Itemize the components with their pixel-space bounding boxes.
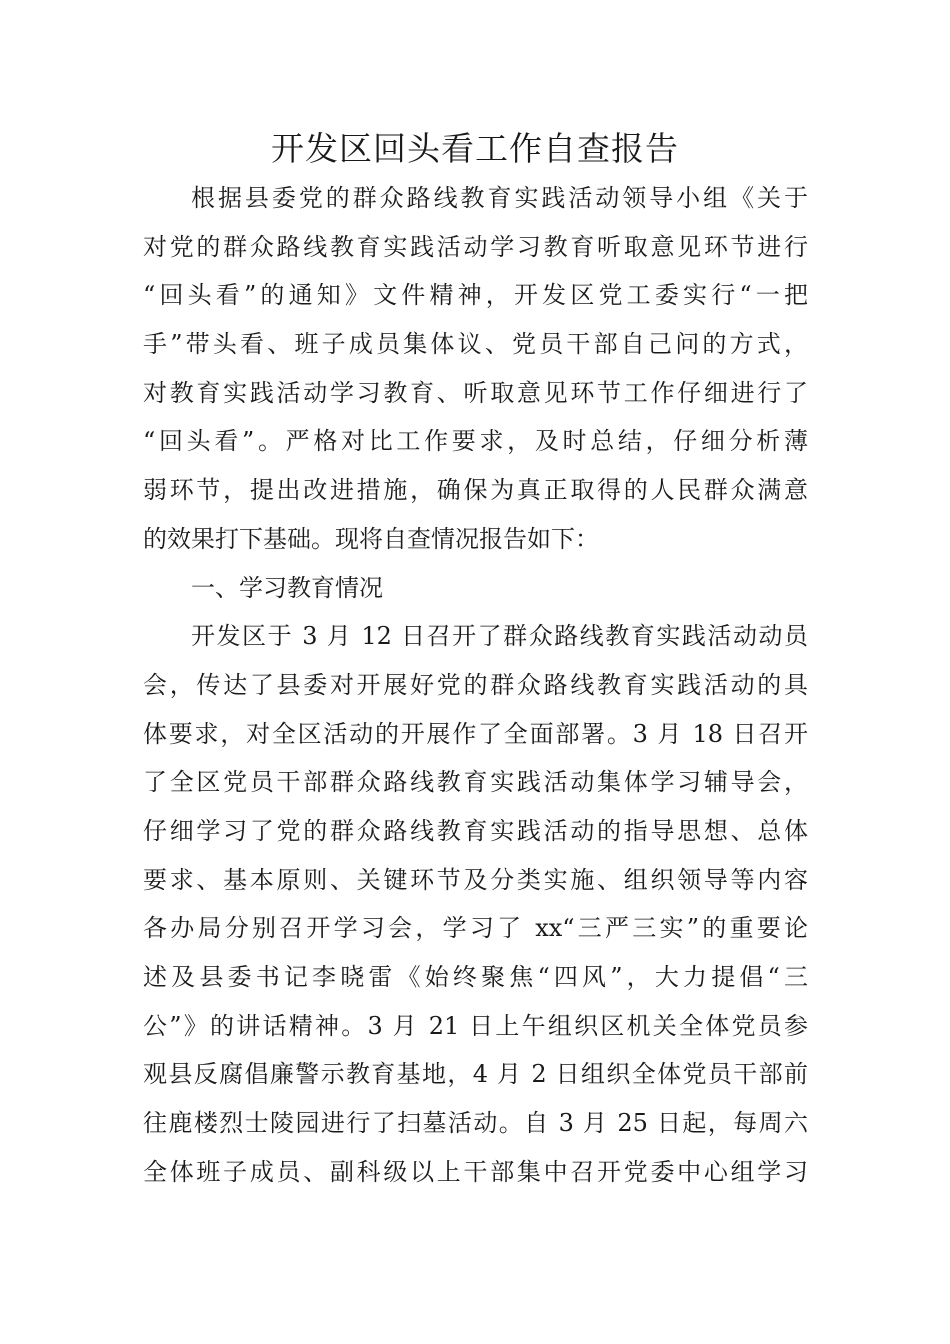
body-line: 往鹿楼烈士陵园进行了扫墓活动。自 3 月 25 日起，每周六 — [143, 1109, 808, 1138]
body-line: 观县反腐倡廉警示教育基地，4 月 2 日组织全体党员干部前 — [143, 1060, 808, 1089]
body-line: “回头看”的通知》文件精神，开发区党工委实行“一把 — [143, 281, 808, 310]
body-line: 了全区党员干部群众路线教育实践活动集体学习辅导会， — [143, 768, 808, 797]
body-line: 公”》的讲话精神。3 月 21 日上午组织区机关全体党员参 — [143, 1011, 808, 1040]
body-line: 述及县委书记李晓雷《始终聚焦“四风”，大力提倡“三 — [143, 963, 808, 991]
document-title: 开发区回头看工作自查报告 — [271, 129, 679, 168]
body-line: 根据县委党的群众路线教育实践活动领导小组《关于 — [191, 184, 808, 212]
document-body — [143, 174, 808, 1196]
body-line: 一、学习教育情况 — [191, 573, 383, 602]
body-line: 全体班子成员、副科级以上干部集中召开党委中心组学习 — [143, 1157, 808, 1186]
body-line: 对党的群众路线教育实践活动学习教育听取意见环节进行 — [143, 232, 808, 261]
body-line: 体要求，对全区活动的开展作了全面部署。3 月 18 日召开 — [143, 719, 808, 748]
body-line: 各办局分别召开学习会，学习了 xx“三严三实”的重要论 — [143, 914, 808, 943]
body-line: 开发区于 3 月 12 日召开了群众路线教育实践活动动员 — [191, 622, 808, 651]
body-line: “回头看”。严格对比工作要求，及时总结，仔细分析薄 — [143, 427, 808, 456]
body-line: 弱环节，提出改进措施，确保为真正取得的人民群众满意 — [143, 476, 808, 505]
body-line: 仔细学习了党的群众路线教育实践活动的指导思想、总体 — [143, 816, 808, 845]
body-line: 要求、基本原则、关键环节及分类实施、组织领导等内容 — [143, 865, 808, 894]
body-line: 会，传达了县委对开展好党的群众路线教育实践活动的具 — [143, 670, 808, 699]
body-line: 对教育实践活动学习教育、听取意见环节工作仔细进行了 — [143, 378, 808, 407]
body-line: 手”带头看、班子成员集体议、党员干部自己问的方式， — [143, 330, 808, 359]
body-line: 的效果打下基础。现将自查情况报告如下： — [143, 524, 599, 553]
